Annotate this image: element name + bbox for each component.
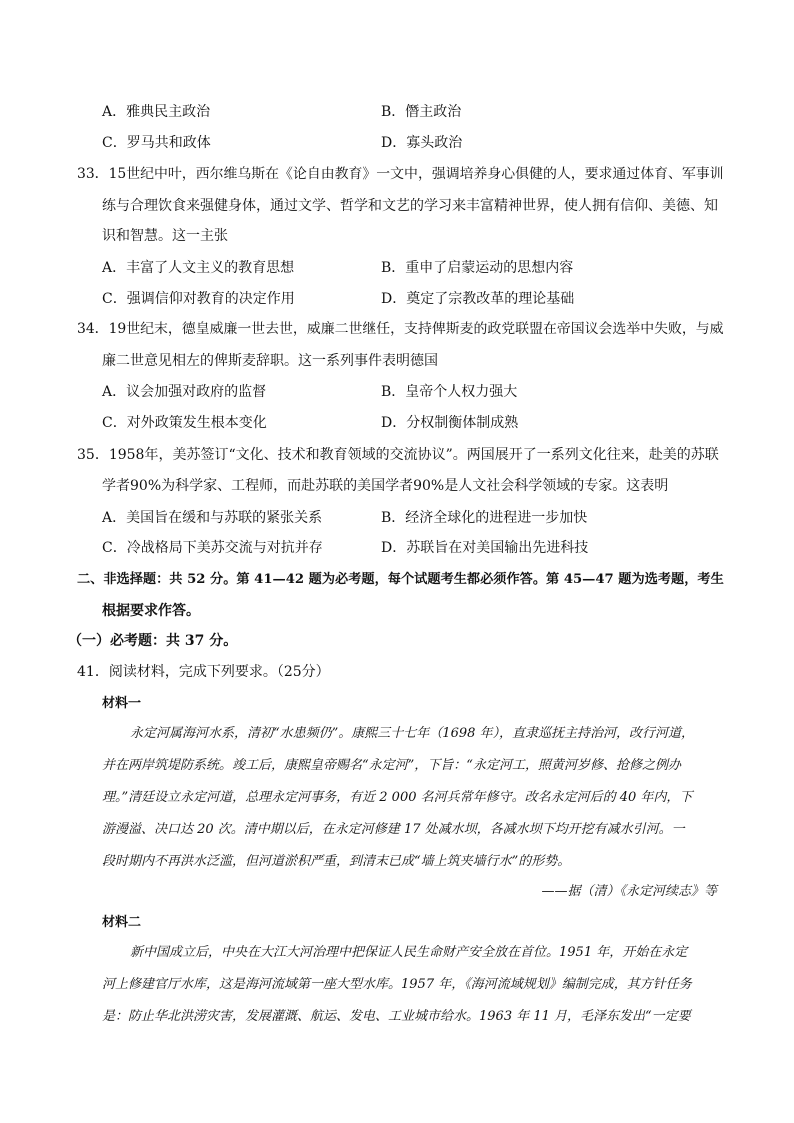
material1-line-3: 理。”清廷设立永定河道，总理永定河事务，有近 2 000 名河兵常年修守。改名永定河后的 40 年内，下 — [102, 790, 693, 805]
q34-option-a: A．议会加强对政府的监督 — [102, 384, 267, 400]
q33-option-b: B．重申了启蒙运动的思想内容 — [381, 260, 574, 276]
material2-line-2: 河上修建官厅水库，这是海河流域第一座大型水库。1957 年，《海河流域规划》编制完成，其方针任务 — [102, 977, 692, 992]
q34-stem-line-1: 34．19世纪末，德皇威廉一世去世，威廉二世继任，支持俾斯麦的政党联盟在帝国议会选举中失败，与威 — [77, 321, 724, 337]
q41-stem: 41．阅读材料，完成下列要求。（25分） — [77, 664, 330, 680]
q35-stem-line-1: 35．1958年，美苏签订“文化、技术和教育领域的交流协议”。两国展开了一系列文化往来，赴美的苏联 — [77, 447, 719, 463]
material1-line-2: 并在两岸筑堤防系统。竣工后，康熙皇帝赐名“永定河”，下旨：“永定河工，照黄河岁修、抢修之例办 — [102, 758, 681, 773]
q33-stem-line-2: 练与合理饮食来强健身体，通过文学、哲学和文艺的学习来丰富精神世界，使人拥有信仰、美德、知 — [102, 198, 718, 214]
q32-option-b: B．僭主政治 — [381, 104, 462, 120]
q35-stem-line-2: 学者90%为科学家、工程师，而赴苏联的美国学者90%是人文社会科学领域的专家。这表明 — [102, 478, 669, 494]
q35-option-c: C．冷战格局下美苏交流与对抗并存 — [102, 540, 323, 556]
section2-subheading: （一）必考题：共 37 分。 — [68, 633, 238, 649]
q35-option-b: B．经济全球化的进程进一步加快 — [381, 510, 588, 526]
q32-option-c: C．罗马共和政体 — [102, 135, 211, 151]
q34-option-b: B．皇帝个人权力强大 — [381, 384, 518, 400]
material1-source: ——据（清）《永定河续志》等 — [541, 884, 717, 899]
q34-stem-line-2: 廉二世意见相左的俾斯麦辞职。这一系列事件表明德国 — [102, 353, 438, 369]
material2-line-3: 是：防止华北洪涝灾害，发展灌溉、航运、发电、工业城市给水。1963 年 11 月，毛泽东发出“一定要 — [102, 1009, 691, 1024]
section2-heading-line-1: 二、非选择题：共 52 分。第 41—42 题为必考题，每个试题考生都必须作答。第 45—47 题为选考题，考生 — [77, 572, 724, 587]
material1-line-4: 游漫溢、决口达 20 次。清中期以后，在永定河修建 17 处减水坝，各减水坝下均开挖有减水引河。一 — [102, 822, 685, 837]
q33-option-c: C．强调信仰对教育的决定作用 — [102, 291, 295, 307]
q35-option-d: D．苏联旨在对美国输出先进科技 — [381, 540, 589, 556]
q33-option-d: D．奠定了宗教改革的理论基础 — [381, 291, 575, 307]
material1-line-5: 段时期内不再洪水泛滥，但河道淤积严重，到清末已成“墙上筑夹墙行水”的形势。 — [102, 854, 571, 869]
q34-option-d: D．分权制衡体制成熟 — [381, 415, 519, 431]
q33-stem-line-1: 33．15世纪中叶，西尔维乌斯在《论自由教育》一文中，强调培养身心俱健的人，要求通过体育、军事训 — [77, 166, 724, 182]
material2-line-1: 新中国成立后，中央在大江大河治理中把保证人民生命财产安全放在首位。1951 年，开始在永定 — [130, 945, 688, 960]
q32-option-a: A．雅典民主政治 — [102, 104, 211, 120]
material2-title: 材料二 — [102, 915, 142, 930]
q32-option-d: D．寡头政治 — [381, 135, 463, 151]
q33-option-a: A．丰富了人文主义的教育思想 — [102, 260, 295, 276]
q35-option-a: A．美国旨在缓和与苏联的紧张关系 — [102, 510, 323, 526]
material1-line-1: 永定河属海河水系，清初“水患频仍”。康熙三十七年（1698 年），直隶巡抚主持治河，改行河道， — [130, 726, 695, 741]
material1-title: 材料一 — [102, 696, 142, 711]
section2-heading-line-2: 根据要求作答。 — [102, 603, 200, 619]
q34-option-c: C．对外政策发生根本变化 — [102, 415, 267, 431]
q33-stem-line-3: 识和智慧。这一主张 — [102, 228, 228, 244]
